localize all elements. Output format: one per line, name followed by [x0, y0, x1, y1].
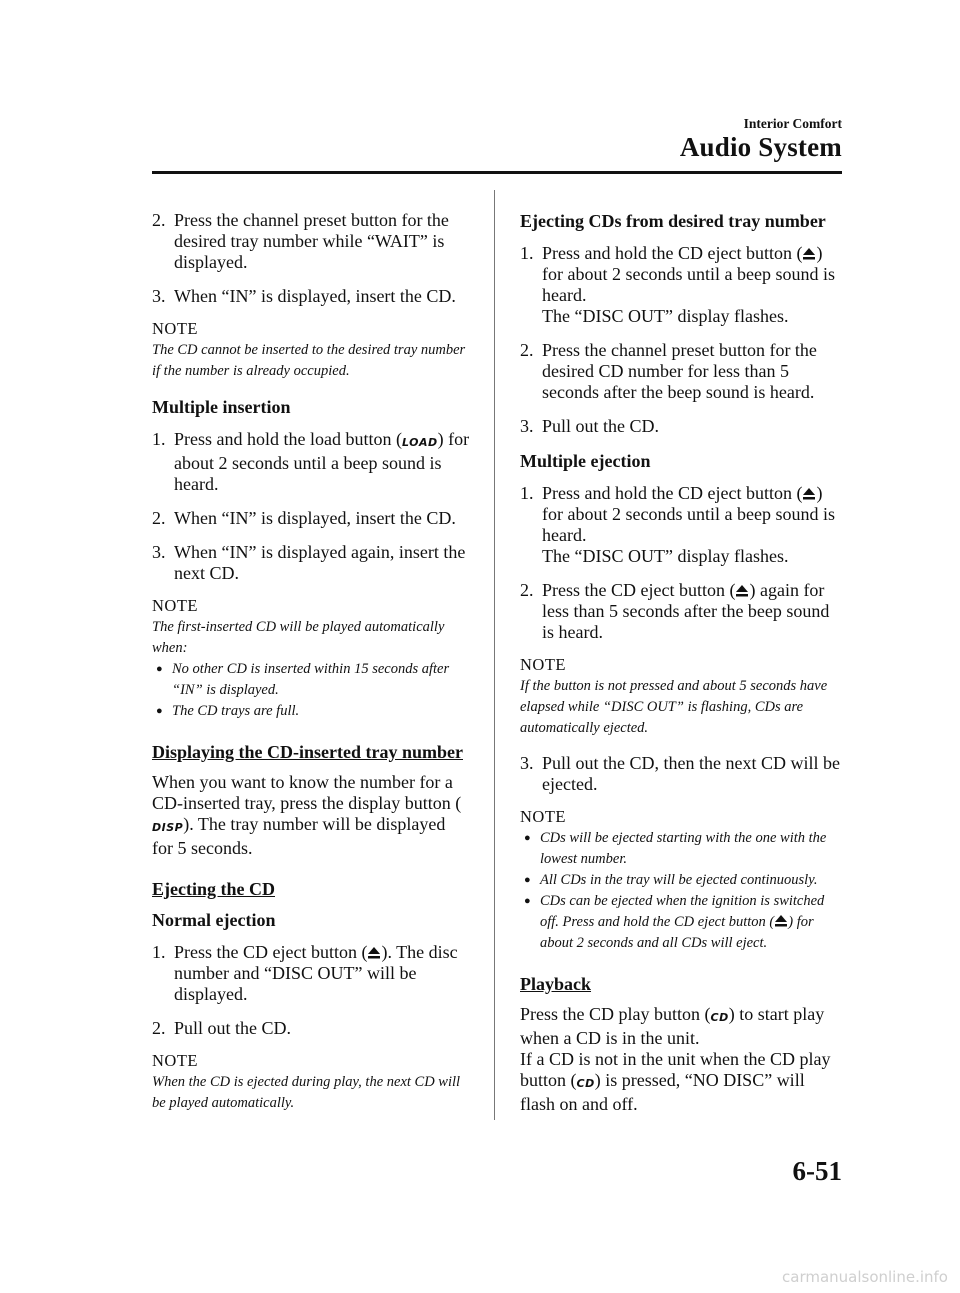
bullet-icon: ●: [156, 705, 163, 717]
note-bullet-item: ● No other CD is inserted within 15 seconds after “IN” is displayed.: [156, 661, 450, 698]
right-column: [520, 210, 842, 1128]
step-item: 1. Press and hold the CD eject button ( ) for about 2 seconds until a beep sound is heard. The “DISC OUT” display flashes.: [520, 243, 835, 326]
load-button-icon: LOAD: [401, 436, 438, 449]
bullet-icon: ●: [524, 832, 531, 844]
step-number: 2.: [520, 580, 534, 600]
eject-icon: [802, 247, 816, 260]
step-number: 2.: [520, 340, 534, 360]
note-bullet-item: ● The CD trays are full.: [152, 701, 470, 722]
note-text: If the button is not pressed and about 5 seconds have elapsed while “DISC OUT” is flashing, CDs are automatically ejected.: [520, 678, 828, 736]
step-item: [152, 429, 470, 495]
playback-heading: Playback: [520, 974, 592, 994]
eject-icon: [802, 487, 816, 500]
step-text: Pull out the CD.: [174, 1018, 292, 1038]
step-number: 2.: [152, 508, 166, 528]
header-rule: [152, 171, 842, 174]
step-text: Press the channel preset button for the desired tray number while “WAIT” is displayed.: [174, 210, 449, 272]
bullet-icon: ●: [156, 663, 163, 675]
step-text: When “IN” is displayed, insert the CD.: [174, 508, 456, 528]
step-number: 3.: [152, 542, 166, 562]
body-paragraph: Press the CD play button (CD) to start play when a CD is in the unit.: [520, 1004, 825, 1048]
note-label: NOTE: [152, 1051, 198, 1070]
note-label: NOTE: [520, 807, 566, 826]
step-item: [152, 542, 470, 584]
desired-tray-heading: Ejecting CDs from desired tray number: [520, 211, 826, 231]
step-text: Press and hold the load button (: [174, 429, 402, 449]
note-bullet-item: ● CDs can be ejected when the ignition is switched off. Press and hold the CD eject button ( ) for about 2 seconds and all CDs will eject.: [524, 893, 825, 951]
step-item: [520, 416, 842, 437]
normal-ejection-heading: Normal ejection: [152, 910, 276, 930]
step-item: 1. Press and hold the CD eject button ( ) for about 2 seconds until a beep sound is heard. The “DISC OUT” display flashes.: [520, 483, 835, 566]
step-number: 2.: [152, 1018, 166, 1038]
body-paragraph: If a CD is not in the unit when the CD play button (CD) is pressed, “NO DISC” will flash on and off.: [520, 1049, 831, 1114]
ejecting-cd-heading: Ejecting the CD: [152, 879, 275, 899]
note-label: NOTE: [520, 655, 566, 674]
step-text: Pull out the CD.: [542, 416, 660, 436]
multiple-insertion-heading: Multiple insertion: [152, 397, 291, 417]
note-list: [152, 659, 470, 722]
display-tray-heading: Displaying the CD-inserted tray number: [152, 742, 463, 762]
multiple-ejection-heading: Multiple ejection: [520, 451, 651, 471]
body-paragraph: When you want to know the number for a CD-inserted tray, press the display button (DISP). The tray number will be displayed for 5 seconds.: [152, 772, 462, 858]
bullet-icon: ●: [524, 895, 531, 907]
left-column: [152, 210, 470, 1128]
note-list: [520, 828, 842, 954]
cd-button-icon: CD: [576, 1077, 595, 1090]
step-number: 3.: [152, 286, 166, 306]
step-text: ) for about 2 seconds until a beep sound is heard.: [174, 429, 470, 494]
note-text: The first-inserted CD will be played automatically when:: [152, 619, 445, 656]
step-item: [152, 286, 470, 307]
page-number: 6-51: [792, 1156, 842, 1186]
eject-icon: [735, 584, 749, 597]
step-number: 3.: [520, 753, 534, 773]
note-bullet-item: ● CDs will be ejected starting with the one with the lowest number.: [524, 830, 827, 867]
step-item: 2. Press the CD eject button ( ) again for less than 5 seconds after the beep sound is heard.: [520, 580, 830, 642]
step-text: When “IN” is displayed, insert the CD.: [174, 286, 456, 306]
cd-button-icon: CD: [710, 1011, 729, 1024]
step-number: 3.: [520, 416, 534, 436]
step-number: 2.: [152, 210, 166, 230]
step-text: When “IN” is displayed again, insert the next CD.: [174, 542, 466, 583]
note-text: When the CD is ejected during play, the next CD will be played automatically.: [152, 1074, 461, 1111]
header-section: Interior Comfort: [743, 116, 842, 131]
step-item: [152, 210, 470, 273]
step-number: 1.: [152, 429, 166, 449]
disp-button-icon: DISP: [152, 821, 184, 834]
step-item: [520, 753, 842, 795]
note-label: NOTE: [152, 596, 198, 615]
step-text: Press the channel preset button for the desired CD number for less than 5 seconds after the beep sound is heard.: [542, 340, 817, 402]
step-item: [520, 340, 842, 403]
eject-icon: [367, 946, 381, 959]
step-text: Pull out the CD, then the next CD will be ejected.: [542, 753, 840, 794]
bullet-icon: ●: [524, 874, 531, 886]
note-text: The CD cannot be inserted to the desired tray number if the number is already occupied.: [152, 342, 466, 379]
note-label: NOTE: [152, 319, 198, 338]
watermark: carmanualsonline.info: [782, 1268, 948, 1286]
step-number: 1.: [152, 942, 166, 962]
note-bullet-item: ● All CDs in the tray will be ejected continuously.: [520, 870, 842, 891]
step-number: 1.: [520, 243, 534, 263]
page-title: Audio System: [679, 132, 842, 162]
step-number: 1.: [520, 483, 534, 503]
column-divider: [494, 190, 495, 1120]
step-item: [152, 508, 470, 529]
eject-icon: [774, 914, 788, 927]
step-item: 1. Press the CD eject button ( ). The disc number and “DISC OUT” will be displayed.: [152, 942, 458, 1004]
step-item: [152, 1018, 470, 1039]
